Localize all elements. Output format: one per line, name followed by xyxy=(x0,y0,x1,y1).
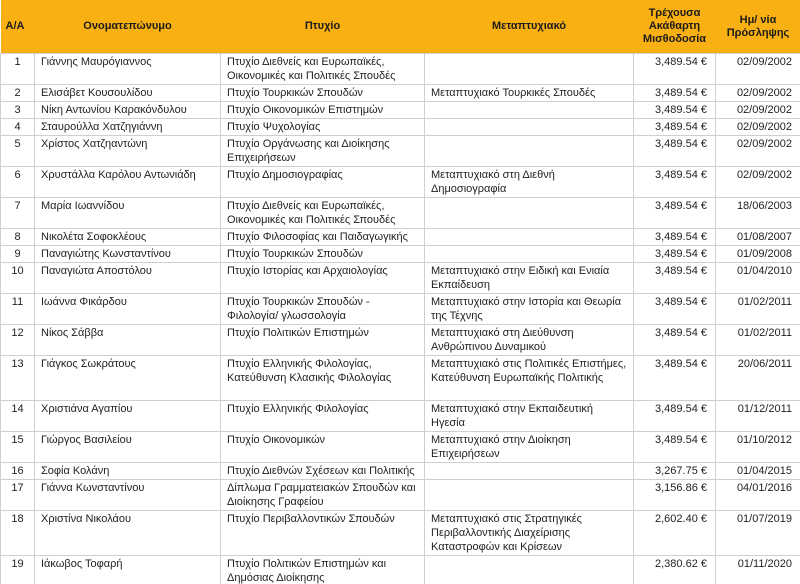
cell-degree: Πτυχίο Πολιτικών Επιστημών και Δημόσιας Διοίκησης xyxy=(221,556,425,584)
cell-aa: 10 xyxy=(1,263,35,294)
header-aa: A/A xyxy=(1,0,35,54)
cell-salary: 3,489.54 € xyxy=(634,167,716,198)
cell-degree: Πτυχίο Διεθνών Σχέσεων και Πολιτικής xyxy=(221,463,425,480)
table-row xyxy=(1,136,800,167)
cell-degree: Πτυχίο Τουρκικών Σπουδών xyxy=(221,85,425,102)
cell-postgrad xyxy=(425,246,634,263)
cell-aa: 15 xyxy=(1,432,35,463)
cell-postgrad xyxy=(425,136,634,167)
cell-name: Χρίστος Χατζηαντώνη xyxy=(35,136,221,167)
cell-aa: 18 xyxy=(1,511,35,556)
header-degree: Πτυχίο xyxy=(221,0,425,54)
cell-name: Νίκη Αντωνίου Καρακόνδυλου xyxy=(35,102,221,119)
cell-degree: Πτυχίο Οργάνωσης και Διοίκησης Επιχειρήσεων xyxy=(221,136,425,167)
cell-hire-date: 01/02/2011 xyxy=(716,325,800,356)
cell-degree: Δίπλωμα Γραμματειακών Σπουδών και Διοίκησης Γραφείου xyxy=(221,480,425,511)
cell-name: Νίκος Σάββα xyxy=(35,325,221,356)
cell-aa: 11 xyxy=(1,294,35,325)
table-row xyxy=(1,54,800,85)
table-row xyxy=(1,102,800,119)
cell-aa: 9 xyxy=(1,246,35,263)
cell-degree: Πτυχίο Οικονομικών Επιστημών xyxy=(221,102,425,119)
cell-hire-date: 02/09/2002 xyxy=(716,119,800,136)
cell-hire-date: 18/06/2003 xyxy=(716,198,800,229)
cell-aa: 13 xyxy=(1,356,35,401)
table-row xyxy=(1,294,800,325)
cell-postgrad: Μεταπτυχιακό στην Εκπαιδευτική Ηγεσία xyxy=(425,401,634,432)
cell-degree: Πτυχίο Ελληνικής Φιλολογίας xyxy=(221,401,425,432)
cell-degree: Πτυχίο Δημοσιογραφίας xyxy=(221,167,425,198)
cell-salary: 3,489.54 € xyxy=(634,401,716,432)
cell-postgrad xyxy=(425,229,634,246)
table-row xyxy=(1,463,800,480)
cell-postgrad: Μεταπτυχιακό στις Πολιτικές Επιστήμες, Κατεύθυνση Ευρωπαϊκής Πολιτικής xyxy=(425,356,634,401)
cell-aa: 16 xyxy=(1,463,35,480)
cell-postgrad xyxy=(425,54,634,85)
cell-degree: Πτυχίο Ψυχολογίας xyxy=(221,119,425,136)
cell-name: Παναγιώτα Αποστόλου xyxy=(35,263,221,294)
cell-hire-date: 02/09/2002 xyxy=(716,167,800,198)
cell-postgrad: Μεταπτυχιακό στις Στρατηγικές Περιβαλλοντικής Διαχείρισης Καταστροφών και Κρίσεων xyxy=(425,511,634,556)
cell-hire-date: 02/09/2002 xyxy=(716,85,800,102)
cell-salary: 3,489.54 € xyxy=(634,136,716,167)
cell-hire-date: 01/08/2007 xyxy=(716,229,800,246)
cell-name: Γιάννα Κωνσταντίνου xyxy=(35,480,221,511)
cell-name: Χρυστάλλα Καρόλου Αντωνιάδη xyxy=(35,167,221,198)
cell-salary: 3,489.54 € xyxy=(634,294,716,325)
cell-hire-date: 02/09/2002 xyxy=(716,54,800,85)
cell-postgrad: Μεταπτυχιακό στην Ειδική και Ενιαία Εκπαίδευση xyxy=(425,263,634,294)
cell-aa: 5 xyxy=(1,136,35,167)
table-row xyxy=(1,229,800,246)
table-row xyxy=(1,263,800,294)
cell-salary: 3,489.54 € xyxy=(634,229,716,246)
cell-degree: Πτυχίο Περιβαλλοντικών Σπουδών xyxy=(221,511,425,556)
cell-hire-date: 01/09/2008 xyxy=(716,246,800,263)
cell-hire-date: 04/01/2016 xyxy=(716,480,800,511)
cell-hire-date: 02/09/2002 xyxy=(716,102,800,119)
cell-degree: Πτυχίο Διεθνείς και Ευρωπαϊκές, Οικονομικές και Πολιτικές Σπουδές xyxy=(221,54,425,85)
cell-name: Γιάννης Μαυρόγιαννος xyxy=(35,54,221,85)
cell-postgrad: Μεταπτυχιακό Τουρκικές Σπουδές xyxy=(425,85,634,102)
cell-postgrad: Μεταπτυχιακό στη Διεύθυνση Ανθρώπινου Δυναμικού xyxy=(425,325,634,356)
cell-salary: 3,489.54 € xyxy=(634,356,716,401)
cell-aa: 2 xyxy=(1,85,35,102)
cell-aa: 12 xyxy=(1,325,35,356)
cell-degree: Πτυχίο Διεθνείς και Ευρωπαϊκές, Οικονομικές και Πολιτικές Σπουδές xyxy=(221,198,425,229)
cell-aa: 17 xyxy=(1,480,35,511)
cell-salary: 3,489.54 € xyxy=(634,102,716,119)
cell-name: Παναγιώτης Κωνσταντίνου xyxy=(35,246,221,263)
cell-aa: 1 xyxy=(1,54,35,85)
table-row xyxy=(1,119,800,136)
cell-salary: 3,267.75 € xyxy=(634,463,716,480)
cell-salary: 3,489.54 € xyxy=(634,85,716,102)
cell-degree: Πτυχίο Οικονομικών xyxy=(221,432,425,463)
cell-salary: 3,156.86 € xyxy=(634,480,716,511)
cell-aa: 7 xyxy=(1,198,35,229)
cell-aa: 19 xyxy=(1,556,35,584)
cell-hire-date: 01/02/2011 xyxy=(716,294,800,325)
table-row xyxy=(1,480,800,511)
cell-degree: Πτυχίο Τουρκικών Σπουδών - Φιλολογία/ γλωσσολογία xyxy=(221,294,425,325)
cell-aa: 14 xyxy=(1,401,35,432)
cell-name: Γιάγκος Σωκράτους xyxy=(35,356,221,401)
cell-name: Σταυρούλλα Χατζηγιάννη xyxy=(35,119,221,136)
cell-aa: 6 xyxy=(1,167,35,198)
cell-name: Μαρία Ιωαννίδου xyxy=(35,198,221,229)
table-row xyxy=(1,511,800,556)
cell-postgrad xyxy=(425,480,634,511)
cell-name: Ελισάβετ Κουσουλίδου xyxy=(35,85,221,102)
cell-hire-date: 01/11/2020 xyxy=(716,556,800,584)
cell-hire-date: 01/10/2012 xyxy=(716,432,800,463)
header-hire-date: Ημ/ νία Πρόσληψης xyxy=(716,0,800,54)
cell-salary: 3,489.54 € xyxy=(634,198,716,229)
cell-hire-date: 01/04/2015 xyxy=(716,463,800,480)
cell-name: Χριστιάνα Αγαπίου xyxy=(35,401,221,432)
cell-name: Νικολέτα Σοφοκλέους xyxy=(35,229,221,246)
cell-aa: 4 xyxy=(1,119,35,136)
cell-salary: 3,489.54 € xyxy=(634,54,716,85)
cell-salary: 3,489.54 € xyxy=(634,263,716,294)
cell-hire-date: 01/12/2011 xyxy=(716,401,800,432)
cell-postgrad: Μεταπτυχιακό στην Διοίκηση Επιχειρήσεων xyxy=(425,432,634,463)
cell-hire-date: 01/04/2010 xyxy=(716,263,800,294)
cell-degree: Πτυχίο Ιστορίας και Αρχαιολογίας xyxy=(221,263,425,294)
table-row xyxy=(1,556,800,584)
table-row xyxy=(1,432,800,463)
cell-name: Χριστίνα Νικολάου xyxy=(35,511,221,556)
cell-name: Ιάκωβος Τοφαρή xyxy=(35,556,221,584)
cell-degree: Πτυχίο Τουρκικών Σπουδών xyxy=(221,246,425,263)
cell-salary: 3,489.54 € xyxy=(634,246,716,263)
cell-postgrad: Μεταπτυχιακό στην Ιστορία και Θεωρία της Τέχνης xyxy=(425,294,634,325)
cell-aa: 8 xyxy=(1,229,35,246)
cell-name: Ιωάννα Φικάρδου xyxy=(35,294,221,325)
cell-postgrad xyxy=(425,119,634,136)
table-row xyxy=(1,85,800,102)
cell-postgrad xyxy=(425,102,634,119)
header-salary: Τρέχουσα Ακάθαρτη Μισθοδοσία xyxy=(634,0,716,54)
cell-hire-date: 01/07/2019 xyxy=(716,511,800,556)
cell-salary: 3,489.54 € xyxy=(634,119,716,136)
cell-postgrad xyxy=(425,556,634,584)
cell-degree: Πτυχίο Φιλοσοφίας και Παιδαγωγικής xyxy=(221,229,425,246)
cell-name: Γιώργος Βασιλείου xyxy=(35,432,221,463)
cell-hire-date: 02/09/2002 xyxy=(716,136,800,167)
table-row xyxy=(1,167,800,198)
table-row xyxy=(1,246,800,263)
cell-degree: Πτυχίο Πολιτικών Επιστημών xyxy=(221,325,425,356)
cell-postgrad xyxy=(425,463,634,480)
cell-postgrad xyxy=(425,198,634,229)
table-row xyxy=(1,401,800,432)
header-name: Ονοματεπώνυμο xyxy=(35,0,221,54)
cell-aa: 3 xyxy=(1,102,35,119)
table-header-row xyxy=(1,0,800,54)
cell-salary: 2,380.62 € xyxy=(634,556,716,584)
cell-name: Σοφία Κολάνη xyxy=(35,463,221,480)
cell-salary: 3,489.54 € xyxy=(634,432,716,463)
cell-postgrad: Μεταπτυχιακό στη Διεθνή Δημοσιογραφία xyxy=(425,167,634,198)
cell-degree: Πτυχίο Ελληνικής Φιλολογίας, Κατεύθυνση Κλασικής Φιλολογίας xyxy=(221,356,425,401)
header-postgrad: Μεταπτυχιακό xyxy=(425,0,634,54)
table-row xyxy=(1,325,800,356)
table-row xyxy=(1,356,800,401)
table-row xyxy=(1,198,800,229)
cell-salary: 3,489.54 € xyxy=(634,325,716,356)
cell-salary: 2,602.40 € xyxy=(634,511,716,556)
cell-hire-date: 20/06/2011 xyxy=(716,356,800,401)
